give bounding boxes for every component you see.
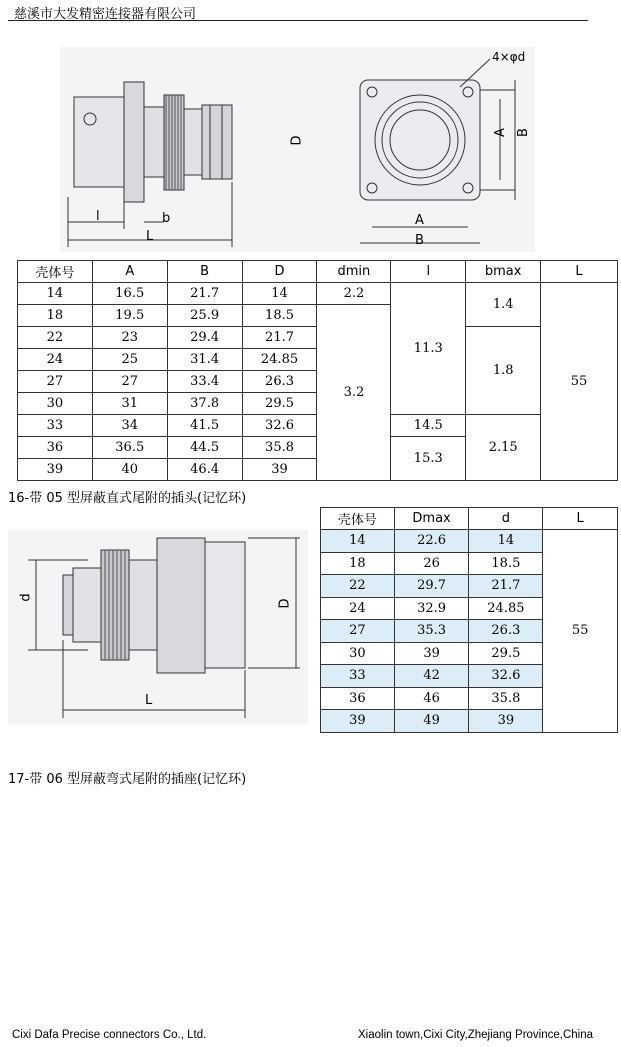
cell-A: 23	[92, 327, 167, 349]
cell-Dmax: 46	[394, 687, 469, 710]
cell-D: 26.3	[242, 371, 317, 393]
col-header-shell: 壳体号	[321, 508, 395, 530]
col-header-D: D	[242, 261, 317, 283]
cell-B: 44.5	[167, 437, 242, 459]
dim-B-horizontal-label: B	[415, 233, 424, 248]
cell-d: 29.5	[469, 642, 543, 665]
cell-B: 21.7	[167, 283, 242, 305]
cell-Dmax: 42	[394, 665, 469, 688]
col-header-bmax: bmax	[466, 261, 541, 283]
holes-label: 4×φd	[492, 50, 526, 64]
cell-D: 24.85	[242, 349, 317, 371]
col-header-L: L	[541, 261, 618, 283]
cell-shell: 33	[18, 415, 93, 437]
cell-B: 37.8	[167, 393, 242, 415]
cell-shell: 30	[18, 393, 93, 415]
cell-B: 33.4	[167, 371, 242, 393]
dim-A-vertical-label: A	[492, 128, 508, 137]
receptacle-dimension-table	[17, 260, 618, 481]
cell-L: 55	[541, 283, 618, 481]
receptacle-drawing	[60, 47, 535, 252]
cell-shell: 18	[321, 552, 395, 575]
cell-l: 15.3	[391, 437, 466, 481]
dim-D-label: D	[277, 598, 293, 609]
cell-A: 34	[92, 415, 167, 437]
cell-B: 31.4	[167, 349, 242, 371]
dim-d-label: d	[18, 593, 34, 602]
cell-A: 36.5	[92, 437, 167, 459]
cell-D: 32.6	[242, 415, 317, 437]
cell-A: 27	[92, 371, 167, 393]
cell-bmax: 2.15	[466, 415, 541, 481]
plug-dimension-table	[320, 507, 618, 733]
footer-address: Xiaolin town,Cixi City,Zhejiang Province,China	[358, 1029, 594, 1041]
cell-D: 29.5	[242, 393, 317, 415]
cell-A: 31	[92, 393, 167, 415]
cell-D: 39	[242, 459, 317, 481]
cell-d: 39	[469, 710, 543, 733]
col-header-L: L	[543, 508, 618, 530]
cell-d: 18.5	[469, 552, 543, 575]
cell-l: 11.3	[391, 283, 466, 415]
col-header-A: A	[92, 261, 167, 283]
col-header-dmin: dmin	[317, 261, 391, 283]
cell-bmax: 1.8	[466, 327, 541, 415]
cell-D: 14	[242, 283, 317, 305]
col-header-d: d	[469, 508, 543, 530]
cell-Dmax: 32.9	[394, 597, 469, 620]
cell-Dmax: 39	[394, 642, 469, 665]
cell-D: 21.7	[242, 327, 317, 349]
cell-shell: 39	[18, 459, 93, 481]
cell-B: 25.9	[167, 305, 242, 327]
table-row	[321, 530, 618, 553]
cell-shell: 36	[18, 437, 93, 459]
cell-Dmax: 29.7	[394, 575, 469, 598]
cell-shell: 30	[321, 642, 395, 665]
cell-shell: 27	[321, 620, 395, 643]
cell-A: 25	[92, 349, 167, 371]
cell-dmin: 2.2	[317, 283, 391, 305]
cell-A: 19.5	[92, 305, 167, 327]
cell-A: 40	[92, 459, 167, 481]
cell-shell: 36	[321, 687, 395, 710]
cell-Dmax: 49	[394, 710, 469, 733]
cell-shell: 33	[321, 665, 395, 688]
dim-b-label: b	[162, 211, 171, 226]
cell-Dmax: 22.6	[394, 530, 469, 553]
cell-L: 55	[543, 530, 618, 733]
cell-B: 29.4	[167, 327, 242, 349]
dim-L-label: L	[146, 229, 154, 244]
company-header: 慈溪市大发精密连接器有限公司	[14, 7, 197, 22]
cell-A: 16.5	[92, 283, 167, 305]
cell-D: 18.5	[242, 305, 317, 327]
col-header-shell: 壳体号	[18, 261, 93, 283]
cell-dmin: 3.2	[317, 305, 391, 481]
cell-d: 14	[469, 530, 543, 553]
plug-drawing	[8, 530, 308, 725]
cell-D: 35.8	[242, 437, 317, 459]
cell-d: 24.85	[469, 597, 543, 620]
cell-shell: 14	[321, 530, 395, 553]
cell-d: 35.8	[469, 687, 543, 710]
cell-d: 26.3	[469, 620, 543, 643]
receptacle-drawing-svg	[60, 47, 535, 252]
cell-bmax: 1.4	[466, 283, 541, 327]
dim-A-horizontal-label: A	[415, 213, 424, 228]
cell-B: 41.5	[167, 415, 242, 437]
cell-shell: 24	[321, 597, 395, 620]
dim-D-label: D	[289, 135, 305, 146]
cell-shell: 14	[18, 283, 93, 305]
cell-shell: 24	[18, 349, 93, 371]
cell-shell: 22	[321, 575, 395, 598]
col-header-Dmax: Dmax	[394, 508, 469, 530]
col-header-l: l	[391, 261, 466, 283]
footer-company: Cixi Dafa Precise connectors Co., Ltd.	[12, 1029, 207, 1041]
section-17-title: 17-带 06 型屏蔽弯式尾附的插座(记忆环)	[8, 772, 247, 787]
cell-Dmax: 35.3	[394, 620, 469, 643]
dim-L-label: L	[145, 693, 153, 708]
cell-shell: 39	[321, 710, 395, 733]
plug-drawing-svg	[8, 530, 308, 725]
cell-shell: 27	[18, 371, 93, 393]
cell-shell: 22	[18, 327, 93, 349]
cell-Dmax: 26	[394, 552, 469, 575]
table-row	[18, 283, 618, 305]
cell-shell: 18	[18, 305, 93, 327]
dim-l-label: l	[96, 209, 100, 224]
col-header-B: B	[167, 261, 242, 283]
cell-d: 21.7	[469, 575, 543, 598]
section-16-title: 16-带 05 型屏蔽直式尾附的插头(记忆环)	[8, 491, 247, 506]
cell-B: 46.4	[167, 459, 242, 481]
dim-B-vertical-label: B	[515, 128, 531, 137]
cell-d: 32.6	[469, 665, 543, 688]
cell-l: 14.5	[391, 415, 466, 437]
header-rule	[8, 20, 588, 21]
